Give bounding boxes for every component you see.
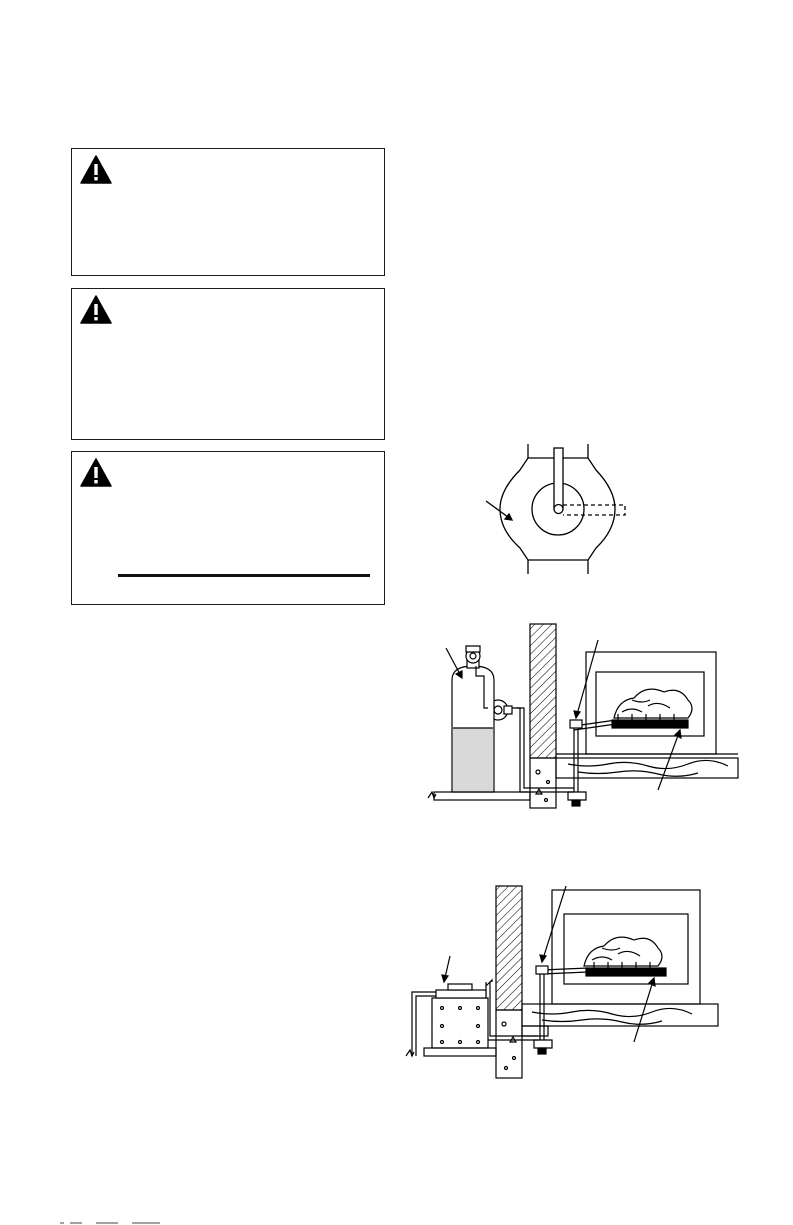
warning-triangle-icon	[80, 155, 112, 185]
lp-regulator-installation-figure	[402, 882, 722, 1082]
warning-box-1	[71, 148, 385, 276]
emphasis-rule	[118, 574, 370, 577]
warning-box-3	[71, 451, 385, 605]
valve-figure	[470, 440, 650, 580]
warning-triangle-icon	[80, 458, 112, 488]
footer-marks	[0, 1215, 200, 1225]
lp-tank-installation-figure	[418, 622, 758, 812]
warning-triangle-icon	[80, 295, 112, 325]
gas-valve-icon	[470, 440, 650, 580]
warning-box-2	[71, 288, 385, 440]
